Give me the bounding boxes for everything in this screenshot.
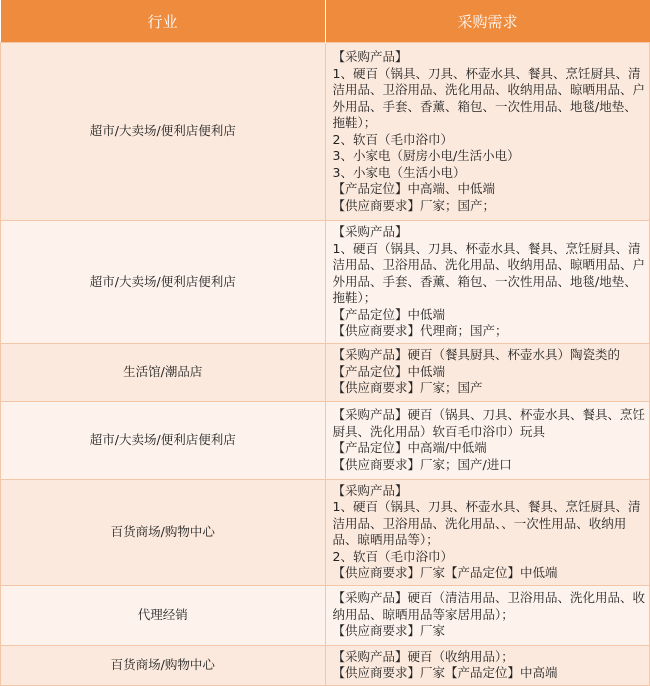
- demand-cell: 【采购产品】 1、硬百（锅具、刀具、杯壶水具、餐具、烹饪厨具、清洁用品、卫浴用品、洗化用品、收纳用品、晾晒用品、户外用品、手套、香薰、箱包、一次性用品、地毯/地垫、拖鞋）； 【产品定位】中低端 【供应商要求】代理商；国产；: [325, 221, 650, 344]
- industry-cell: 生活馆/潮品店: [1, 343, 326, 401]
- table-row: [1, 43, 650, 221]
- table-row: [1, 221, 650, 344]
- table-row: [1, 645, 650, 685]
- industry-cell: 代理经销: [1, 585, 326, 645]
- industry-cell: 超市/大卖场/便利店便利店: [1, 221, 326, 344]
- industry-cell: 百货商场/购物中心: [1, 479, 326, 585]
- industry-cell: 百货商场/购物中心: [1, 645, 326, 685]
- demand-cell: 【采购产品】硬百（清洁用品、卫浴用品、洗化用品、收纳用品、晾晒用品等家居用品）； 【供应商要求】厂家: [325, 585, 650, 645]
- demand-cell: 【采购产品】 1、硬百（锅具、刀具、杯壶水具、餐具、烹饪厨具、清洁用品、卫浴用品、洗化用品、收纳用品、晾晒用品、户外用品、手套、香薰、箱包、一次性用品、地毯/地垫、拖鞋）； 2、软百（毛巾浴巾） 3、小家电（厨房小电/生活小电） 3、小家电（生活小电） 【产品定位】中高端、中低端 【供应商要求】厂家；国产；: [325, 43, 650, 221]
- industry-cell: 超市/大卖场/便利店便利店: [1, 401, 326, 479]
- demand-cell: 【采购产品】硬百（收纳用品）； 【供应商要求】厂家【产品定位】中高端: [325, 645, 650, 685]
- table-row: [1, 479, 650, 585]
- table-row: [1, 585, 650, 645]
- header-demand: 采购需求: [325, 0, 650, 43]
- header-industry: 行业: [1, 0, 326, 43]
- industry-cell: 超市/大卖场/便利店便利店: [1, 43, 326, 221]
- demand-cell: 【采购产品】硬百（餐具厨具、杯壶水具）陶瓷类的 【产品定位】中低端 【供应商要求】厂家；国产: [325, 343, 650, 401]
- header-row: [1, 0, 650, 43]
- demand-cell: 【采购产品】 1、硬百（锅具、刀具、杯壶水具、餐具、烹饪厨具、清洁用品、卫浴用品、洗化用品、、一次性用品、收纳用品、晾晒用品等）； 2、软百（毛巾浴巾） 【供应商要求】厂家【产品定位】中低端: [325, 479, 650, 585]
- demand-cell: 【采购产品】硬百（锅具、刀具、杯壶水具、餐具、烹饪厨具、洗化用品）软百毛巾浴巾）玩具 【产品定位】中高端/中低端 【供应商要求】厂家；国产/进口: [325, 401, 650, 479]
- table-row: [1, 401, 650, 479]
- table-row: [1, 343, 650, 401]
